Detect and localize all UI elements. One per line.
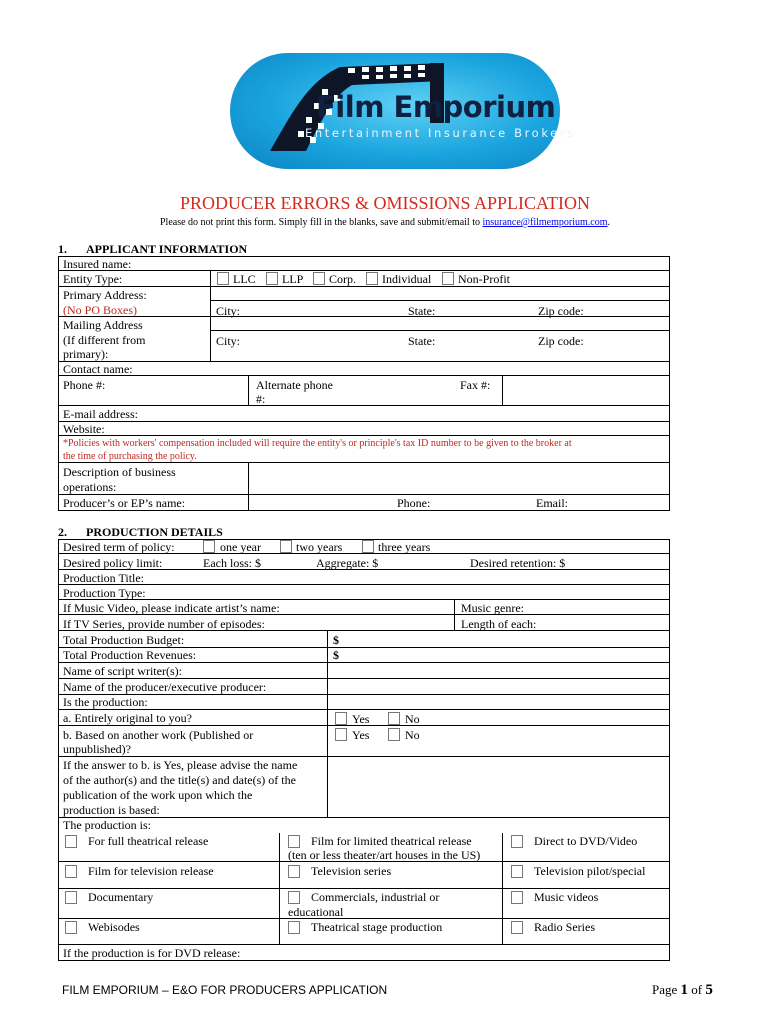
stage-production-label: Theatrical stage production xyxy=(311,920,443,934)
aggregate-label: Aggregate: $ xyxy=(316,556,379,570)
one-year-checkbox[interactable] xyxy=(203,540,215,553)
non-profit-label: Non-Profit xyxy=(458,272,510,286)
based-on-question: b. Based on another work (Published or xyxy=(63,728,254,742)
mailing-zip-label: Zip code: xyxy=(538,334,584,348)
retention-label: Desired retention: $ xyxy=(470,556,566,570)
based-no-label: No xyxy=(405,728,420,742)
email-link[interactable]: insurance@filmemporium.com xyxy=(482,217,608,228)
business-description-label-2: operations: xyxy=(63,480,117,494)
individual-label: Individual xyxy=(382,272,432,286)
page-title: PRODUCER ERRORS & OMISSIONS APPLICATION xyxy=(179,193,591,213)
original-yes-label: Yes xyxy=(352,712,370,726)
based-yes-checkbox[interactable] xyxy=(335,728,347,741)
three-years-label: three years xyxy=(378,540,431,554)
mailing-state-label: State: xyxy=(408,334,436,348)
music-videos-checkbox[interactable] xyxy=(511,891,523,904)
logo-tagline: Entertainment Insurance Brokers xyxy=(305,126,576,140)
revenues-label: Total Production Revenues: xyxy=(63,648,197,662)
original-no-checkbox[interactable] xyxy=(388,712,400,725)
radio-series-label: Radio Series xyxy=(534,920,595,934)
each-loss-label: Each loss: $ xyxy=(203,556,261,570)
commercials-label-2: educational xyxy=(288,905,344,919)
contact-name-label: Contact name: xyxy=(63,362,133,376)
production-type-label: Production Type: xyxy=(63,586,146,600)
production-is-label: The production is: xyxy=(63,818,151,832)
webisodes-checkbox[interactable] xyxy=(65,921,77,934)
documentary-checkbox[interactable] xyxy=(65,891,77,904)
primary-zip-label: Zip code: xyxy=(538,304,584,318)
tv-release-checkbox[interactable] xyxy=(65,865,77,878)
script-writers-label: Name of script writer(s): xyxy=(63,664,182,678)
stage-production-checkbox[interactable] xyxy=(288,921,300,934)
music-videos-label: Music videos xyxy=(534,890,599,904)
alt-phone-label-2: #: xyxy=(256,392,266,406)
non-profit-checkbox[interactable] xyxy=(442,272,454,285)
section-1-heading: APPLICANT INFORMATION xyxy=(86,242,248,256)
budget-label: Total Production Budget: xyxy=(63,633,185,647)
policy-note-2: the time of purchasing the policy. xyxy=(63,451,197,462)
logo-name: Film Emporium xyxy=(316,90,556,124)
primary-state-label: State: xyxy=(408,304,436,318)
tv-series-label: If TV Series, provide number of episodes: xyxy=(63,617,265,631)
three-years-checkbox[interactable] xyxy=(362,540,374,553)
advise-text-3: publication of the work upon which the xyxy=(63,788,253,802)
original-no-label: No xyxy=(405,712,420,726)
two-years-label: two years xyxy=(296,540,343,554)
two-years-checkbox[interactable] xyxy=(280,540,292,553)
business-description-label: Description of business xyxy=(63,465,176,479)
section-2-number: 2. xyxy=(58,525,67,539)
budget-dollar: $ xyxy=(333,633,339,647)
is-production-label: Is the production: xyxy=(63,695,148,709)
tv-series-checkbox[interactable] xyxy=(288,865,300,878)
radio-series-checkbox[interactable] xyxy=(511,921,523,934)
limited-theatrical-note: (ten or less theater/art houses in the US) xyxy=(288,848,481,862)
mailing-address-label: Mailing Address xyxy=(63,318,143,332)
based-no-checkbox[interactable] xyxy=(388,728,400,741)
corp-label: Corp. xyxy=(329,272,356,286)
limited-theatrical-checkbox[interactable] xyxy=(288,835,300,848)
llp-label: LLP xyxy=(282,272,304,286)
based-on-question-2: unpublished)? xyxy=(63,742,131,756)
insured-name-label: Insured name: xyxy=(63,257,132,271)
primary-address-label: Primary Address: xyxy=(63,288,147,302)
policy-note: *Policies with workers' compensation included will require the entity's or principle's tax ID number to be given to the broker at xyxy=(63,438,572,449)
commercials-label: Commercials, industrial or xyxy=(311,890,440,904)
advise-text-2: of the author(s) and the title(s) and date(s) of the xyxy=(63,773,296,787)
policy-limit-label: Desired policy limit: xyxy=(63,556,163,570)
primary-city-label: City: xyxy=(216,304,241,318)
corp-checkbox[interactable] xyxy=(313,272,325,285)
instructions: Please do not print this form. Simply fill in the blanks, save and submit/email to insurance@filmemporium.com. xyxy=(160,217,610,228)
dvd-release-label: If the production is for DVD release: xyxy=(63,946,241,960)
advise-text-4: production is based: xyxy=(63,803,160,817)
mailing-address-note-2: primary): xyxy=(63,347,109,361)
llc-label: LLC xyxy=(233,272,256,286)
page-number: Page 1 of 5 xyxy=(652,982,713,998)
mailing-address-note: (If different from xyxy=(63,333,146,347)
direct-dvd-label: Direct to DVD/Video xyxy=(534,834,638,848)
revenues-dollar: $ xyxy=(333,648,339,662)
limited-theatrical-label: Film for limited theatrical release xyxy=(311,834,472,848)
full-theatrical-label: For full theatrical release xyxy=(88,834,209,848)
section-1-number: 1. xyxy=(58,242,67,256)
producer-phone-label: Phone: xyxy=(397,496,431,510)
music-video-label: If Music Video, please indicate artist’s name: xyxy=(63,601,280,615)
music-genre-label: Music genre: xyxy=(461,601,524,615)
llp-checkbox[interactable] xyxy=(266,272,278,285)
llc-checkbox[interactable] xyxy=(217,272,229,285)
advise-text-1: If the answer to b. is Yes, please advise the name xyxy=(63,758,298,772)
entity-type-label: Entity Type: xyxy=(63,272,123,286)
commercials-checkbox[interactable] xyxy=(288,891,300,904)
mailing-city-label: City: xyxy=(216,334,241,348)
direct-dvd-checkbox[interactable] xyxy=(511,835,523,848)
tv-release-label: Film for television release xyxy=(88,864,214,878)
tv-pilot-checkbox[interactable] xyxy=(511,865,523,878)
fax-label: Fax #: xyxy=(460,378,491,392)
producer-exec-label: Name of the producer/executive producer: xyxy=(63,680,267,694)
tv-pilot-label: Television pilot/special xyxy=(534,864,646,878)
no-po-boxes-note: (No PO Boxes) xyxy=(63,303,137,317)
section-2-heading: PRODUCTION DETAILS xyxy=(86,525,223,539)
producer-email-label: Email: xyxy=(536,496,568,510)
footer-title: FILM EMPORIUM – E&O FOR PRODUCERS APPLICATION xyxy=(62,983,388,997)
policy-term-label: Desired term of policy: xyxy=(63,540,175,554)
original-yes-checkbox[interactable] xyxy=(335,712,347,725)
production-title-label: Production Title: xyxy=(63,571,145,585)
original-question: a. Entirely original to you? xyxy=(63,711,192,725)
alt-phone-label: Alternate phone xyxy=(256,378,333,392)
one-year-label: one year xyxy=(220,540,261,554)
length-each-label: Length of each: xyxy=(461,617,537,631)
individual-checkbox[interactable] xyxy=(366,272,378,285)
producer-name-label: Producer’s or EP’s name: xyxy=(63,496,186,510)
full-theatrical-checkbox[interactable] xyxy=(65,835,77,848)
documentary-label: Documentary xyxy=(88,890,154,904)
website-label: Website: xyxy=(63,422,105,436)
webisodes-label: Webisodes xyxy=(88,920,140,934)
email-address-label: E-mail address: xyxy=(63,407,138,421)
phone-label: Phone #: xyxy=(63,378,106,392)
tv-series-option-label: Television series xyxy=(311,864,392,878)
based-yes-label: Yes xyxy=(352,728,370,742)
